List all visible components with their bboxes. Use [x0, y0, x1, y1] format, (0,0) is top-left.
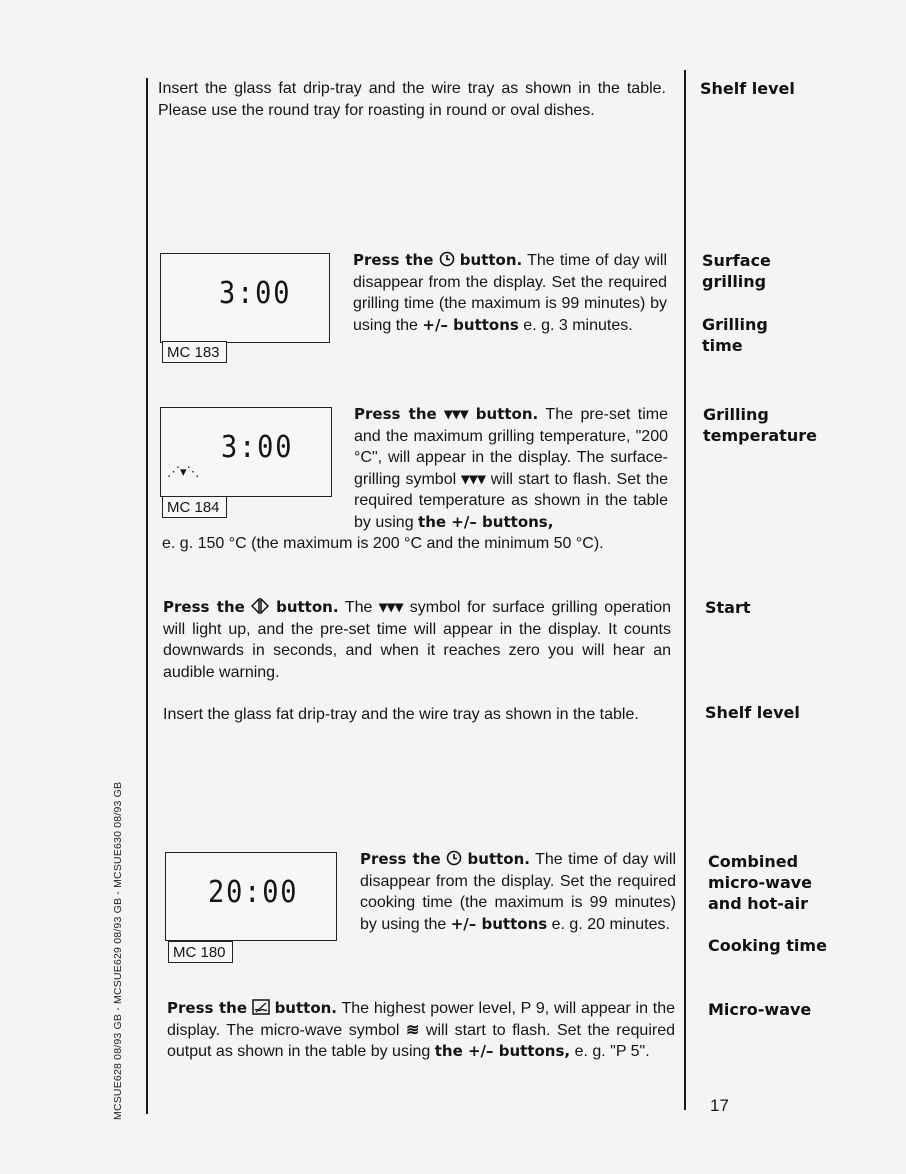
lcd-display-1 [160, 253, 330, 343]
heading-combined: Combined micro-wave and hot-air [708, 852, 813, 913]
model-label: MC 183 [162, 341, 227, 363]
instruction-cooking-time: Press the button. The time of day will disappear from the display. Set the required cooking time (the maximum is 99 minutes) by using the +/– buttons e. g. 20 minutes. [360, 850, 676, 933]
right-rule [684, 70, 686, 1110]
clock-icon [446, 849, 462, 871]
start-icon [251, 597, 269, 619]
model-label: MC 184 [162, 496, 227, 518]
instruction-grill-temperature-cont: e. g. 150 °C (the maximum is 200 °C and the minimum 50 °C). [162, 535, 604, 552]
heading-grilling-time: Grilling time [702, 315, 768, 355]
grill-icon: ▾▾▾ [444, 406, 469, 423]
heading-shelf-level-2: Shelf level [705, 703, 800, 722]
instruction-grill-temperature: Press the ▾▾▾ button. The pre-set time and the maximum grilling temperature, "200 °C", will appear in the display. The surface-grilling symbol ▾▾▾ will start to flash. Set the required temperature as shown in the table by using the +/– buttons, [354, 405, 668, 531]
left-rule [146, 78, 148, 1114]
lcd-display-2 [160, 407, 332, 497]
sidebar-code: MCSUE628 08/93 GB - MCSUE629 08/93 GB - MCSUE630 08/93 GB [112, 781, 124, 1120]
instruction-grill-time: Press the button. The time of day will disappear from the display. Set the required grilling time (the maximum is 99 minutes) by using the +/– buttons e. g. 3 minutes. [353, 251, 667, 334]
lcd-time-value: 3:00 [218, 276, 291, 311]
page-number: 17 [710, 1096, 729, 1115]
clock-icon [439, 250, 455, 272]
grill-flash-icon: ⋰▾⋱ [167, 464, 200, 479]
heading-surface-grilling: Surface grilling [702, 251, 771, 291]
lcd-time-value: 3:00 [220, 430, 293, 465]
microwave-wave-icon: ≋ [405, 1021, 420, 1039]
intro-paragraph: Insert the glass fat drip-tray and the wire tray as shown in the table. Please use the round tray for roasting in round or oval dishes. [158, 80, 666, 119]
shelf-paragraph: Insert the glass fat drip-tray and the wire tray as shown in the table. [163, 706, 639, 723]
lcd-display-3 [165, 852, 337, 941]
heading-start: Start [705, 598, 751, 617]
model-label: MC 180 [168, 941, 233, 963]
heading-grilling-temperature: Grilling temperature [703, 405, 817, 445]
heading-shelf-level: Shelf level [700, 79, 795, 98]
grill-icon: ▾▾▾ [461, 470, 486, 488]
instruction-microwave: Press the button. The highest power level, P 9, will appear in the display. The micro-wave symbol ≋ will start to flash. Set the required output as shown in the table by using the +/– buttons, e. g. "P 5". [167, 999, 676, 1060]
instruction-start: Press the button. The ▾▾▾ symbol for surface grilling operation will light up, and the pre-set time will appear in the display. It counts downwards in seconds, and when it reaches zero you will hear an audible warning. [163, 598, 672, 681]
heading-micro-wave: Micro-wave [708, 1000, 812, 1019]
microwave-button-icon [252, 998, 270, 1020]
lcd-time-value: 20:00 [207, 875, 298, 910]
grill-icon: ▾▾▾ [379, 599, 404, 616]
heading-cooking-time: Cooking time [708, 936, 827, 955]
